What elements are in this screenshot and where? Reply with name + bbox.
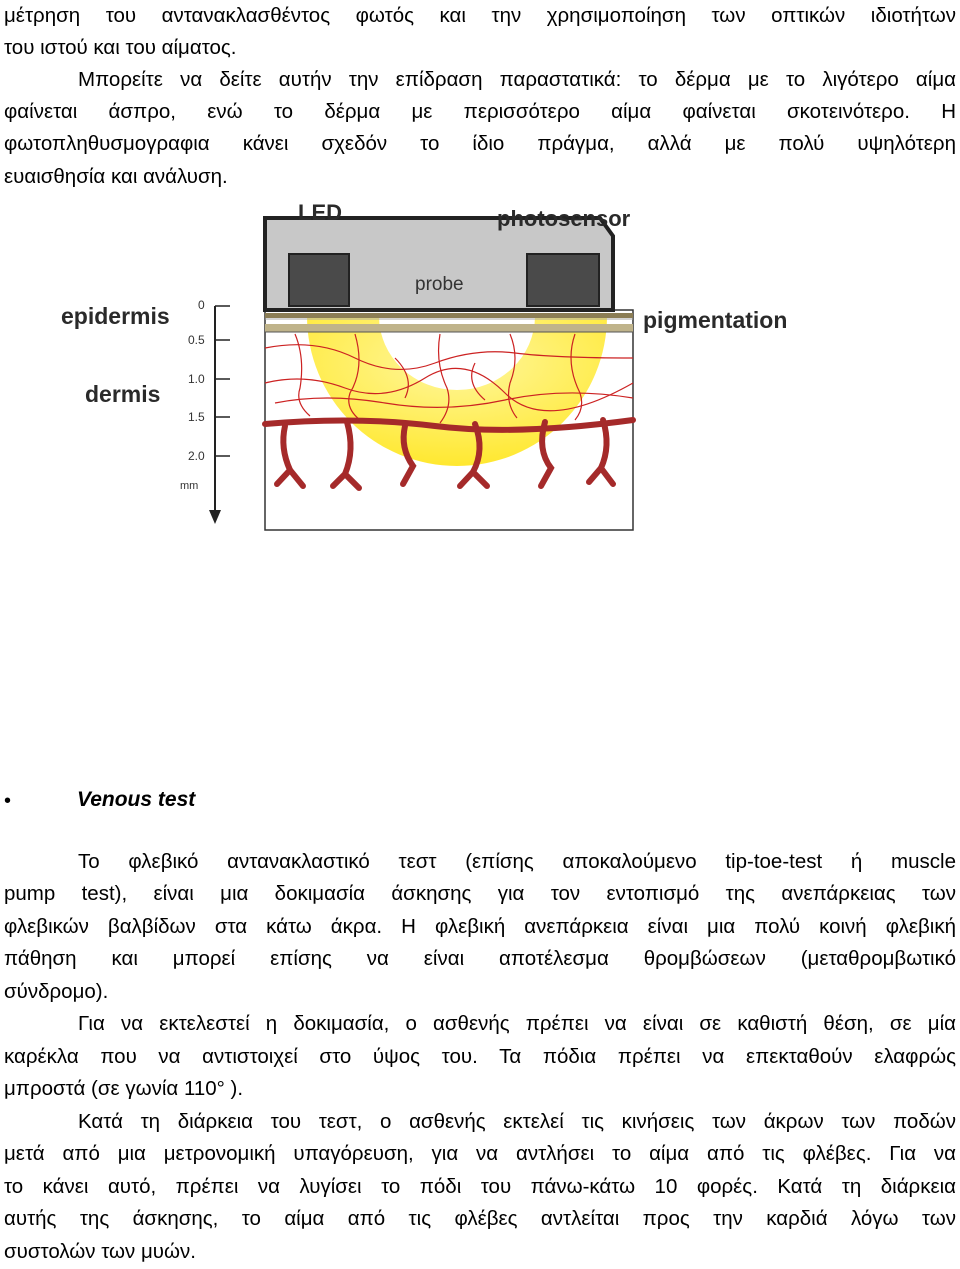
depth-axis xyxy=(180,298,230,524)
text-line: Μπορείτε να δείτε αυτήν την επίδραση παραστατικά: το δέρμα με το λιγότερο αίμα xyxy=(78,68,956,91)
dermis-label: dermis xyxy=(85,381,161,407)
text-line: φλεβικών βαλβίδων στα κάτω άκρα. Η φλεβική ανεπάρκεια είναι μια πολύ κοινή φλεβική xyxy=(4,915,956,938)
depth-tick: 0.5 xyxy=(188,333,205,347)
text-line: φωτοπληθυσμογραφια κάνει σχεδόν το ίδιο πράγμα, αλλά με πολύ υψηλότερη xyxy=(4,132,956,155)
text-line: μέτρηση του αντανακλασθέντος φωτός και την χρησιμοποίηση των οπτικών ιδιοτήτων xyxy=(4,4,956,27)
text-line: του ιστού και του αίματος. xyxy=(4,36,237,59)
pigmentation-band xyxy=(265,313,633,318)
depth-tick: 1.0 xyxy=(188,372,205,386)
text-line: σύνδρομο). xyxy=(4,980,109,1003)
photoplethysmography-diagram xyxy=(55,188,845,548)
section-heading: Venous test xyxy=(77,788,196,811)
depth-tick: 2.0 xyxy=(188,449,205,463)
pigmentation-label: pigmentation xyxy=(643,307,788,333)
led-block xyxy=(289,254,349,306)
text-line: πάθηση και μπορεί επίσης να είναι αποτέλεσμα θρομβώσεων (μεταθρομβωτικό xyxy=(4,947,956,970)
photosensor-label: photosensor xyxy=(497,206,631,231)
text-line: pump test), είναι μια δοκιμασία άσκησης για τον εντοπισμό της ανεπάρκειας των xyxy=(4,882,956,905)
probe-label: probe xyxy=(415,274,464,295)
text-line: Για να εκτελεστεί η δοκιμασία, ο ασθενής πρέπει να είναι σε καθιστή θέση, σε μία xyxy=(78,1012,956,1035)
text-line: Κατά τη διάρκεια του τεστ, ο ασθενής εκτελεί τις κινήσεις των άκρων των ποδών xyxy=(78,1110,956,1133)
depth-tick: 1.5 xyxy=(188,410,205,424)
text-line: ευαισθησία και ανάλυση. xyxy=(4,165,228,188)
text-line: φαίνεται άσπρο, ενώ το δέρμα με περισσότερο αίμα φαίνεται σκοτεινότερο. Η xyxy=(4,100,956,123)
text-line: συστολών των μυών. xyxy=(4,1240,196,1263)
epidermis-band xyxy=(265,324,633,332)
text-line: Το φλεβικό αντανακλαστικό τεστ (επίσης αποκαλούμενο tip-toe-test ή muscle xyxy=(78,850,956,873)
depth-tick: 0 xyxy=(198,298,205,312)
photosensor-block xyxy=(527,254,599,306)
text-line: το κάνει αυτό, πρέπει να λυγίσει το πόδι του πάνω-κάτω 10 φορές. Κατά τη διάρκεια xyxy=(4,1175,956,1198)
led-label: LED xyxy=(298,200,342,225)
epidermis-label: epidermis xyxy=(61,303,170,329)
bullet: • xyxy=(4,790,12,812)
text-line: μπροστά (σε γωνία 110° ). xyxy=(4,1077,244,1100)
depth-unit: mm xyxy=(180,480,199,492)
text-line: μετά από μια μετρονομική υπαγόρευση, για να αντλήσει το αίμα από τις φλέβες. Για να xyxy=(4,1142,956,1165)
text-line: αυτής της άσκησης, το αίμα από τις φλέβες αντλείται προς την καρδιά λόγω των xyxy=(4,1207,956,1230)
text-line: καρέκλα που να αντιστοιχεί στο ύψος του. Τα πόδια πρέπει να επεκταθούν ελαφρώς xyxy=(4,1045,956,1068)
